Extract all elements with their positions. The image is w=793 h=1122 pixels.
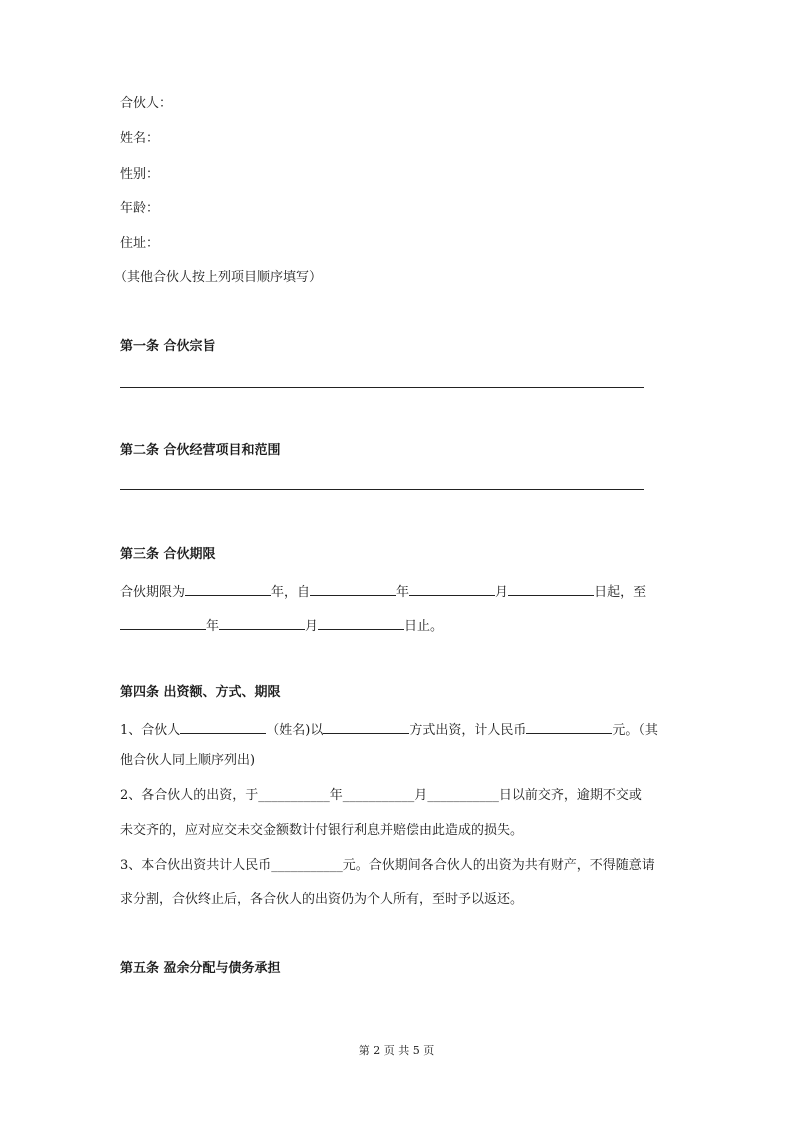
a4-p1-text-b: （姓名)以 xyxy=(266,723,324,738)
end-year-blank[interactable] xyxy=(120,615,206,630)
article-4-p2-line-1 xyxy=(120,787,642,805)
article-4-p2-line-2: 未交齐的，应对应交未交金额数计付银行利息并赔偿由此造成的损失。 xyxy=(120,823,524,838)
partner-label: 合伙人： xyxy=(120,96,173,111)
age-label: 年龄： xyxy=(120,201,160,216)
page-footer: 第 2 页 共 5 页 xyxy=(358,1044,435,1057)
a3-text-4: 月 xyxy=(495,585,509,600)
start-month-blank[interactable] xyxy=(409,581,495,596)
article-5-title: 第五条 盈余分配与债务承担 xyxy=(120,961,281,976)
end-day-blank[interactable] xyxy=(318,615,404,630)
article-2-fill-line[interactable] xyxy=(120,489,644,490)
a4-p1-text-a: 1、合伙人 xyxy=(120,723,181,738)
a3-text-3: 年 xyxy=(396,585,410,600)
due-day-blank[interactable]: ___________ xyxy=(427,788,499,803)
a4-p3-text-b: 元。合伙期间各合伙人的出资为共有财产，不得随意请 xyxy=(342,858,655,873)
a3-text-1: 合伙期限为 xyxy=(120,585,186,600)
article-3-line-1 xyxy=(120,581,646,602)
total-amount-blank[interactable]: ___________ xyxy=(271,858,343,873)
due-year-blank[interactable]: ___________ xyxy=(258,788,330,803)
gender-label: 性别： xyxy=(120,167,160,182)
a4-p1-text-d: 元。（其 xyxy=(612,723,658,738)
article-4-title: 第四条 出资额、方式、期限 xyxy=(120,685,281,700)
a4-p2-text-d: 日以前交齐，逾期不交或 xyxy=(498,788,642,803)
article-4-p3-line-2: 求分割，合伙终止后，各合伙人的出资仍为个人所有，至时予以返还。 xyxy=(120,892,524,907)
partner-note: （其他合伙人按上列项目顺序填写） xyxy=(114,270,323,285)
address-label: 住址： xyxy=(120,236,160,251)
article-3-title: 第三条 合伙期限 xyxy=(120,547,216,562)
due-month-blank[interactable]: ___________ xyxy=(342,788,415,803)
partner-name-blank[interactable] xyxy=(180,719,266,734)
article-4-p1-line-1 xyxy=(120,719,658,740)
a4-p2-text-b: 年 xyxy=(329,788,343,803)
term-years-blank[interactable] xyxy=(185,581,271,596)
a4-p2-text-c: 月 xyxy=(414,788,428,803)
a3-text-7: 月 xyxy=(305,619,319,634)
article-2-title: 第二条 合伙经营项目和范围 xyxy=(120,443,281,458)
contribution-amount-blank[interactable] xyxy=(526,719,612,734)
a3-text-2: 年，自 xyxy=(271,585,311,600)
article-1-title: 第一条 合伙宗旨 xyxy=(120,339,216,354)
a4-p1-text-c: 方式出资，计人民币 xyxy=(409,723,527,738)
start-day-blank[interactable] xyxy=(508,581,594,596)
start-year-blank[interactable] xyxy=(310,581,396,596)
a3-text-5: 日起，至 xyxy=(594,585,647,600)
article-4-p3-line-1 xyxy=(120,857,655,875)
name-label: 姓名： xyxy=(120,131,160,146)
a3-text-6: 年 xyxy=(206,619,220,634)
end-month-blank[interactable] xyxy=(219,615,305,630)
article-3-line-2 xyxy=(120,615,443,636)
a4-p2-text-a: 2、各合伙人的出资，于 xyxy=(120,788,259,803)
article-4-p1-line-2: 他合伙人同上顺序列出) xyxy=(120,753,256,768)
a3-text-8: 日止。 xyxy=(404,619,444,634)
a4-p3-text-a: 3、本合伙出资共计人民币 xyxy=(120,858,272,873)
article-1-fill-line[interactable] xyxy=(120,387,644,388)
contribution-method-blank[interactable] xyxy=(323,719,409,734)
